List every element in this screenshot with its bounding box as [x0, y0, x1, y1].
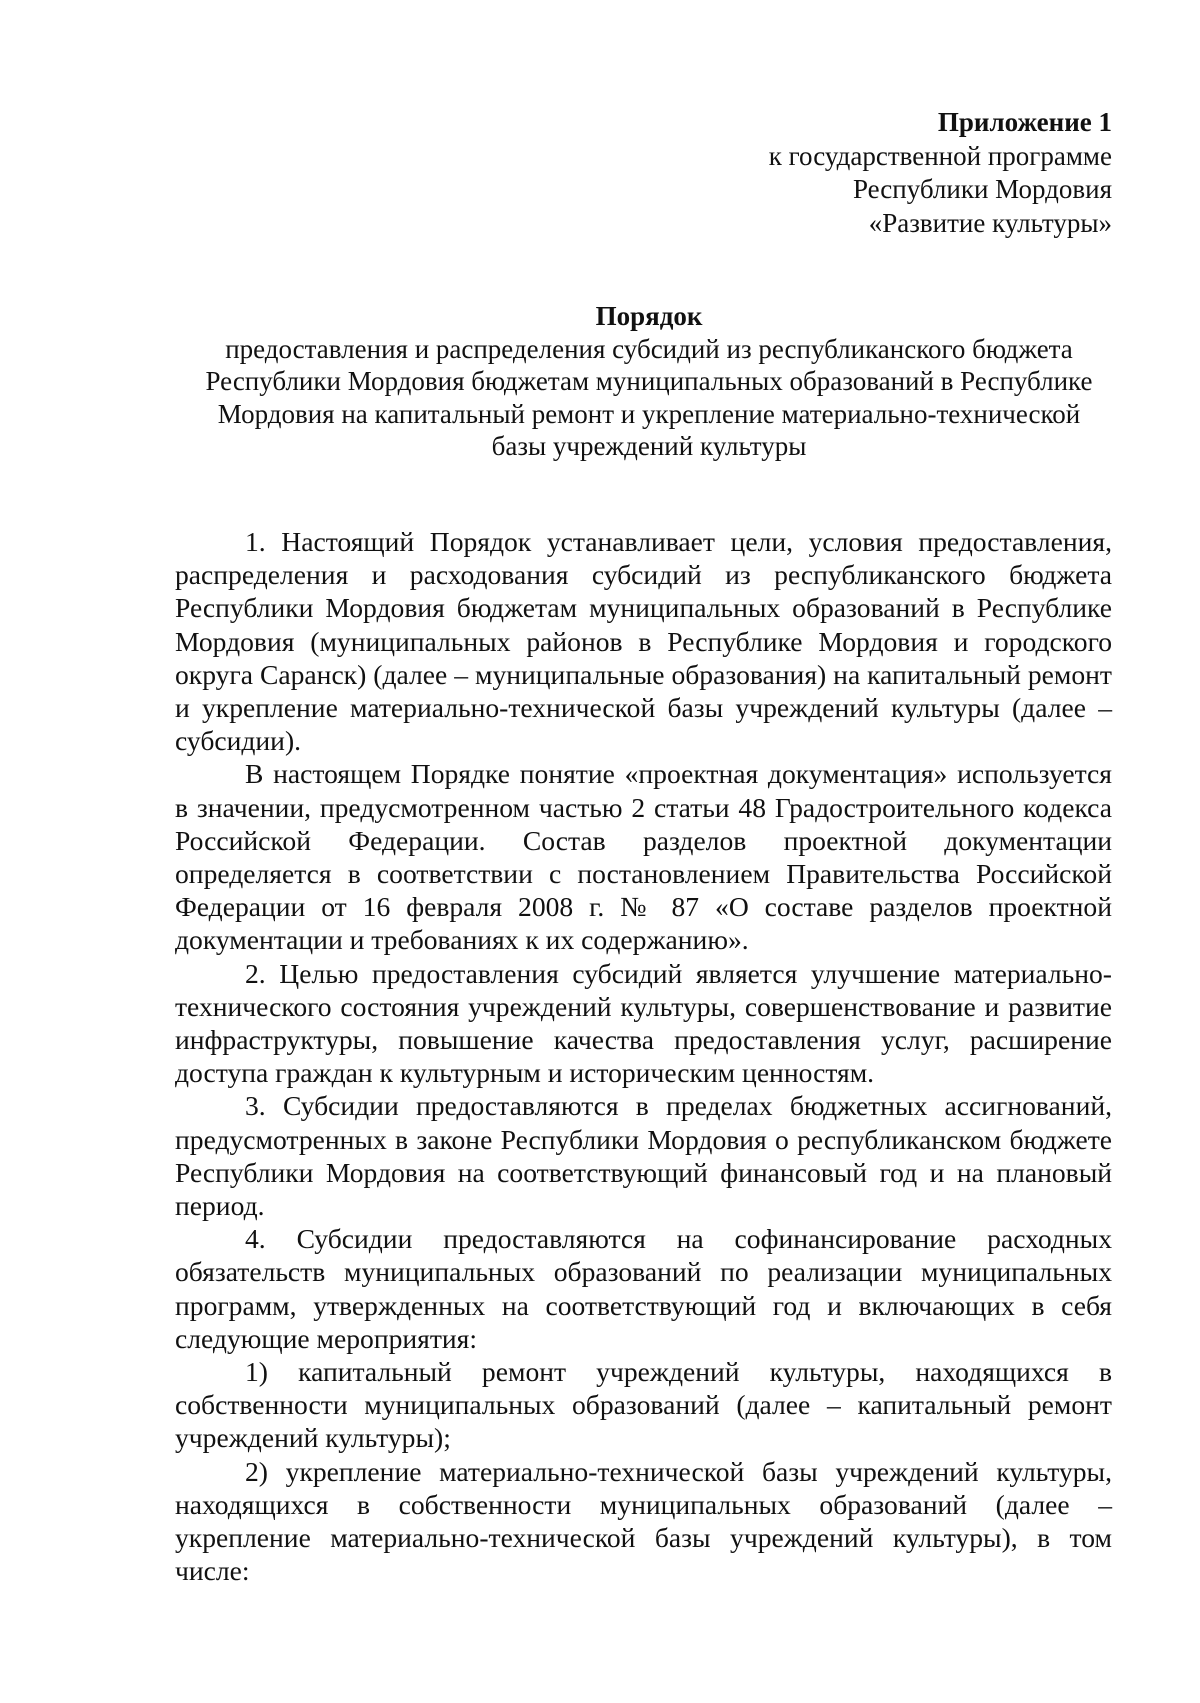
document-body [175, 525, 1112, 1588]
appendix-header [769, 106, 1112, 240]
appendix-line: к государственной программе [768, 140, 1112, 171]
appendix-heading: Приложение 1 [937, 107, 1112, 137]
paragraph: 1. Настоящий Порядок устанавливает цели, условия предоставления, распределения и расходования субсидий из республиканского бюджета Республики Мордовия бюджетам муниципальных образований в Республике Мордовия (муниципальных районов в Республике Мордовия и городского округа Саранск) (далее – муниципальные образования) на капитальный ремонт и укрепление материально-технической базы учреждений культуры (далее – субсидии). [175, 526, 1112, 757]
document-title-block [150, 300, 1148, 463]
paragraph: В настоящем Порядке понятие «проектная документация» используется в значении, предусмотренном частью 2 статьи 48 Градостроительного кодекса Российской Федерации. Состав разделов проектной документации определяется в соответствии с постановлением Правительства Российской Федерации от 16 февраля 2008 г. № 87 «О составе разделов проектной документации и требованиях к их содержанию». [175, 758, 1112, 956]
paragraph: 2. Целью предоставления субсидий является улучшение материально-технического состояния учреждений культуры, совершенствование и развитие инфраструктуры, повышение качества предоставления услуг, расширение доступа граждан к культурным и историческим ценностям. [175, 957, 1112, 1089]
document-subtitle-line: базы учреждений культуры [491, 431, 807, 461]
paragraph: 3. Субсидии предоставляются в пределах бюджетных ассигнований, предусмотренных в законе Республики Мордовия о республиканском бюджете Республики Мордовия на соответствующий финансовый год и на плановый период. [175, 1090, 1112, 1222]
paragraph: 1) капитальный ремонт учреждений культуры, находящихся в собственности муниципальных образований (далее – капитальный ремонт учреждений культуры); [175, 1356, 1112, 1454]
paragraph: 4. Субсидии предоставляются на софинансирование расходных обязательств муниципальных образований по реализации муниципальных программ, утвержденных на соответствующий год и включающих в себя следующие мероприятия: [175, 1223, 1112, 1354]
appendix-line: «Развитие культуры» [868, 207, 1112, 238]
appendix-line: Республики Мордовия [852, 174, 1112, 204]
document-title: Порядок [595, 301, 703, 331]
document-subtitle-line: Республики Мордовия бюджетам муниципальных образований в Республике [205, 366, 1093, 396]
paragraph: 2) укрепление материально-технической базы учреждений культуры, находящихся в собственности муниципальных образований (далее – укрепление материально-технической базы учреждений культуры), в том числе: [175, 1455, 1112, 1587]
document-subtitle-line: предоставления и распределения субсидий из республиканского бюджета [225, 333, 1073, 364]
document-subtitle-line: Мордовия на капитальный ремонт и укрепление материально-технической [217, 398, 1081, 429]
